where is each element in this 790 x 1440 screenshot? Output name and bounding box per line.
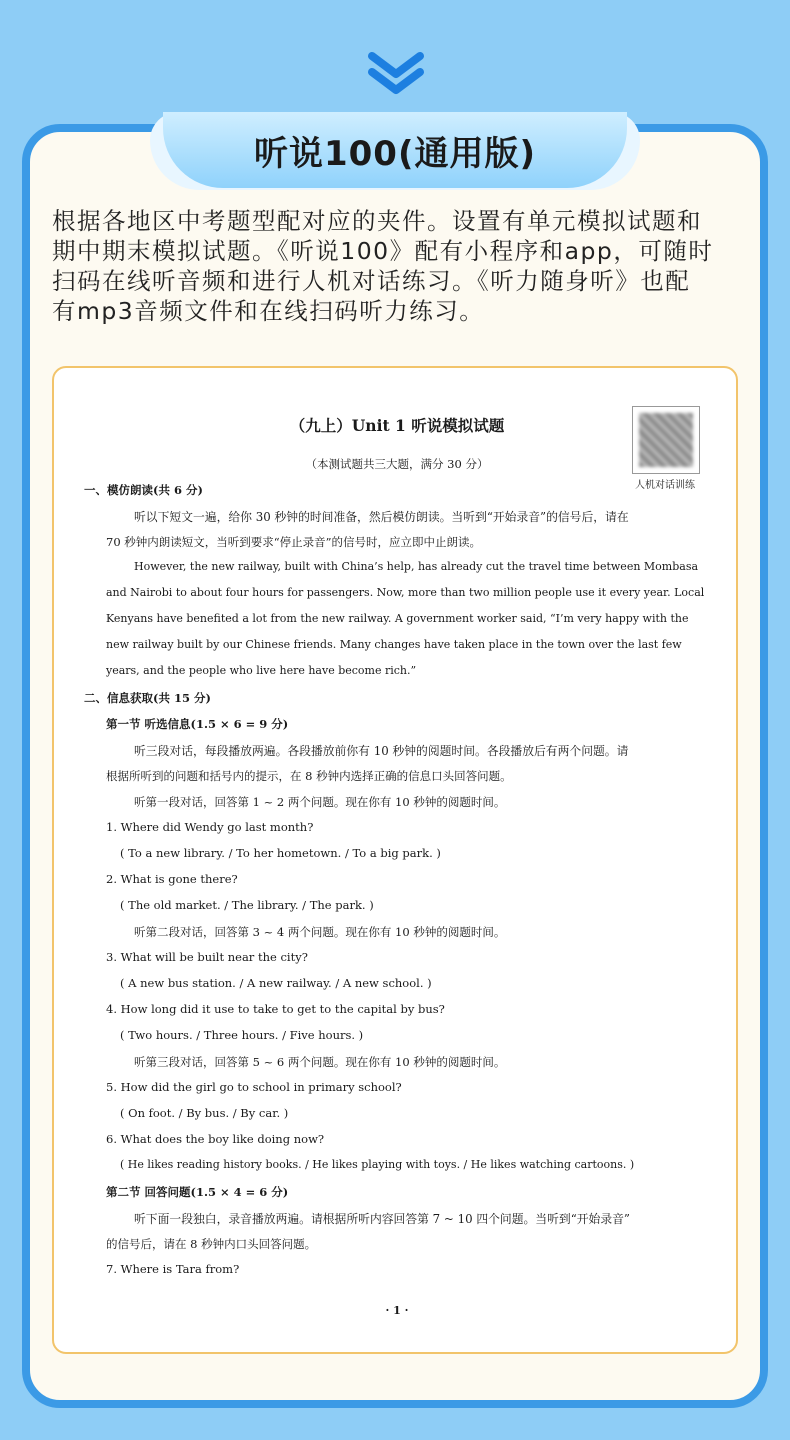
double-chevron-down-icon [366, 50, 426, 96]
instruction-line: 根据所听到的问题和括号内的提示，在 8 秒钟内选择正确的信息口头回答问题。 [106, 769, 512, 783]
instruction-line: 听第一段对话，回答第 1 ~ 2 两个问题。现在你有 10 秒钟的阅题时间。 [134, 795, 506, 809]
option-line: ( To a new library. / To her hometown. / To a big park. ) [120, 846, 441, 860]
intro-line: 扫码在线听音频和进行人机对话练习。《听力随身听》也配 [52, 267, 691, 295]
option-line: ( On foot. / By bus. / By car. ) [120, 1106, 289, 1120]
question-line: 7. Where is Tara from? [106, 1262, 240, 1276]
option-line: ( A new bus station. / A new railway. / A new school. ) [120, 976, 432, 990]
qr-code-image [639, 413, 693, 467]
instruction-line: 听三段对话，每段播放两遍。各段播放前你有 10 秒钟的阅题时间。各段播放后有两个问题。请 [134, 744, 629, 758]
question-line: 3. What will be built near the city? [106, 950, 308, 964]
sample-page [52, 366, 738, 1354]
qr-label: 人机对话训练 [635, 480, 695, 491]
question-line: 5. How did the girl go to school in primary school? [106, 1080, 402, 1094]
section-heading: 一、模仿朗读(共 6 分) [84, 483, 203, 497]
intro-line: 根据各地区中考题型配对应的夹件。设置有单元模拟试题和 [52, 207, 702, 235]
instruction-line: 听以下短文一遍，给你 30 秒钟的时间准备，然后模仿朗读。当听到“开始录音”的信号后，请在 [134, 510, 629, 524]
intro-text [52, 206, 752, 326]
page-subtitle: （本测试题共三大题，满分 30 分） [305, 457, 489, 471]
subsection-heading: 第一节 听选信息(1.5 × 6 = 9 分) [106, 717, 289, 731]
intro-line: 期中期末模拟试题。《听说100》配有小程序和app，可随时 [52, 237, 714, 265]
option-line: ( He likes reading history books. / He likes playing with toys. / He likes watching cartoons. ) [120, 1158, 635, 1171]
passage-line: Kenyans have benefited a lot from the new railway. A government worker said, “I’m very happy with the [106, 612, 689, 625]
instruction-line: 听下面一段独白，录音播放两遍。请根据所听内容回答第 7 ~ 10 四个问题。当听到“开始录音” [134, 1212, 630, 1226]
page-number: · 1 · [385, 1304, 409, 1317]
page-title: （九上）Unit 1 听说模拟试题 [289, 416, 505, 435]
question-line: 6. What does the boy like doing now? [106, 1132, 325, 1146]
instruction-line: 听第三段对话，回答第 5 ~ 6 两个问题。现在你有 10 秒钟的阅题时间。 [134, 1055, 506, 1069]
passage-line: and Nairobi to about four hours for passengers. Now, more than two million people use it every year. Local [106, 586, 705, 599]
question-line: 1. Where did Wendy go last month? [106, 820, 314, 834]
passage-line: new railway built by our Chinese friends. Many changes have taken place in the town over the last few [106, 638, 682, 651]
qr-code [632, 406, 700, 474]
product-title: 听说100(通用版) [253, 133, 537, 174]
instruction-line: 的信号后，请在 8 秒钟内口头回答问题。 [106, 1237, 317, 1251]
section-heading: 二、信息获取(共 15 分) [84, 691, 211, 705]
question-line: 2. What is gone there? [106, 872, 238, 886]
passage-line: However, the new railway, built with China’s help, has already cut the travel time between Mombasa [134, 560, 699, 573]
intro-line: 有mp3音频文件和在线扫码听力练习。 [52, 297, 485, 325]
question-line: 4. How long did it use to take to get to the capital by bus? [106, 1002, 445, 1016]
option-line: ( The old market. / The library. / The park. ) [120, 898, 374, 912]
option-line: ( Two hours. / Three hours. / Five hours. ) [120, 1028, 364, 1042]
title-tab [163, 112, 627, 188]
subsection-heading: 第二节 回答问题(1.5 × 4 = 6 分) [106, 1185, 289, 1199]
instruction-line: 听第二段对话，回答第 3 ~ 4 两个问题。现在你有 10 秒钟的阅题时间。 [134, 925, 506, 939]
instruction-line: 70 秒钟内朗读短文，当听到要求“停止录音”的信号时，应立即中止朗读。 [106, 535, 482, 549]
passage-line: years, and the people who live here have become rich.” [106, 664, 417, 677]
